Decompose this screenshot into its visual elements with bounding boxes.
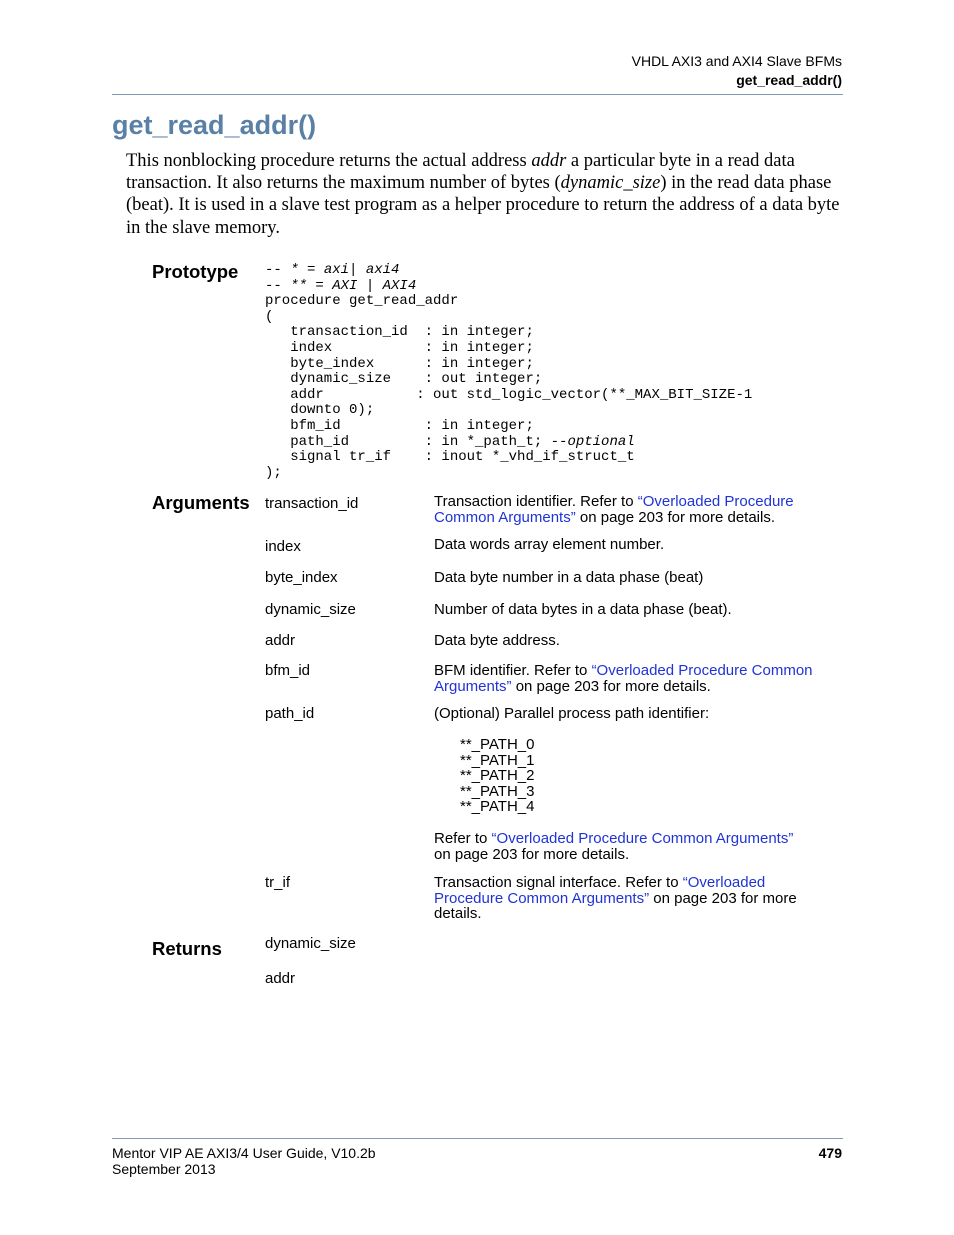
path-value: **_PATH_3	[460, 782, 535, 800]
footer-date: September 2013	[112, 1161, 216, 1177]
running-header-topic: get_read_addr()	[736, 72, 842, 88]
arg-desc-tr-if: Transaction signal interface. Refer to “Overloaded Procedure Common Arguments” on page 203 for more details.	[434, 874, 797, 923]
prototype-label: Prototype	[152, 261, 239, 282]
arg-name-byte-index: byte_index	[265, 569, 338, 586]
link-overloaded-procedure-common-arguments[interactable]: “Overloaded Procedure Common Arguments”	[491, 830, 794, 847]
page-number: 479	[818, 1145, 842, 1161]
arguments-label: Arguments	[152, 492, 250, 513]
arg-name-transaction-id: transaction_id	[265, 495, 359, 512]
arg-name-bfm-id: bfm_id	[265, 662, 311, 679]
page-title: get_read_addr()	[112, 110, 317, 140]
footer-document-title: Mentor VIP AE AXI3/4 User Guide, V10.2b	[112, 1145, 376, 1161]
intro-paragraph	[126, 150, 842, 239]
intro-text-3: ) in the read data phase (beat). It is used in a slave test program as a helper procedure to return the address of a data byte in the slave memory.	[126, 173, 840, 238]
arg-desc-path-id: (Optional) Parallel process path identifier:	[434, 705, 710, 722]
return-value-addr: addr	[265, 970, 296, 987]
arg-desc-bfm-id: BFM identifier. Refer to “Overloaded Procedure Common Arguments” on page 203 for more details.	[434, 662, 813, 695]
intro-emphasis-addr: addr	[531, 151, 567, 171]
path-value: **_PATH_0	[460, 736, 535, 753]
arg-desc-transaction-id: Transaction identifier. Refer to “Overloaded Procedure Common Arguments” on page 203 for more details.	[434, 493, 794, 526]
code-comment: ** = AXI | AXI4	[290, 277, 417, 294]
header-rule	[112, 94, 843, 95]
return-value-dynamic-size: dynamic_size	[265, 935, 356, 952]
code-line: procedure get_read_addr	[265, 293, 459, 310]
arg-desc-dynamic-size: Number of data bytes in a data phase (beat).	[434, 601, 732, 618]
code-comment: optional	[567, 433, 635, 450]
code-line: bfm_id : in integer;	[265, 417, 534, 434]
arg-desc-path-id-reference: Refer to “Overloaded Procedure Common Arguments” on page 203 for more details.	[434, 830, 794, 863]
code-line: path_id : in *_path_t; --	[265, 433, 568, 450]
arg-desc-byte-index: Data byte number in a data phase (beat)	[434, 569, 704, 586]
intro-emphasis-dynamic-size: dynamic_size	[560, 173, 661, 194]
arg-name-tr-if: tr_if	[265, 874, 291, 891]
code-line: transaction_id : in integer;	[265, 324, 534, 341]
link-overloaded-procedure-common-arguments[interactable]: “Overloaded Procedure Common Arguments”	[434, 874, 766, 907]
code-line: addr : out std_logic_vector(**_MAX_BIT_SIZE-1	[265, 386, 753, 403]
code-line: downto 0);	[265, 402, 375, 419]
code-line: dynamic_size : out integer;	[265, 371, 543, 388]
code-line: (	[265, 308, 274, 325]
link-overloaded-procedure-common-arguments[interactable]: “Overloaded Procedure Common Arguments”	[434, 493, 794, 526]
intro-text-1: This nonblocking procedure returns the actual address	[126, 151, 532, 171]
path-id-value-list	[460, 737, 534, 815]
path-value: **_PATH_4	[460, 798, 535, 816]
arg-name-index: index	[265, 538, 301, 555]
code-line: index : in integer;	[265, 339, 534, 356]
code-comment: * = axi| axi4	[290, 262, 400, 278]
arg-desc-addr: Data byte address.	[434, 632, 560, 649]
arg-name-dynamic-size: dynamic_size	[265, 601, 356, 618]
code-line: signal tr_if : inout *_vhd_if_struct_t	[265, 449, 635, 466]
arg-name-addr: addr	[265, 632, 296, 649]
code-line: byte_index : in integer;	[265, 355, 534, 372]
running-header-section: VHDL AXI3 and AXI4 Slave BFMs	[631, 53, 842, 69]
path-value: **_PATH_1	[460, 751, 535, 769]
path-value: **_PATH_2	[460, 767, 535, 785]
intro-text-2: a particular byte in a read data transaction. It also returns the maximum number of bytes (	[126, 151, 795, 194]
arg-name-path-id: path_id	[265, 705, 315, 722]
prototype-code: -- * = axi| axi4 -- ** = AXI | AXI4 procedure get_read_addr ( transaction_id : in integer; index : in integer; byte_index : in integer; dynamic_size : out integer; addr : out std_logic_vector(**_MAX_BIT_SIZE-1 downto 0); bfm_id : in integer; path_id : in *_path_t; --optional signal tr_if : inout *_vhd_if_struct_t );	[265, 262, 753, 481]
footer-rule	[112, 1138, 843, 1139]
returns-label: Returns	[152, 938, 222, 959]
arg-desc-index: Data words array element number.	[434, 536, 665, 553]
code-line: );	[265, 464, 282, 481]
link-overloaded-procedure-common-arguments[interactable]: “Overloaded Procedure Common Arguments”	[434, 662, 813, 695]
